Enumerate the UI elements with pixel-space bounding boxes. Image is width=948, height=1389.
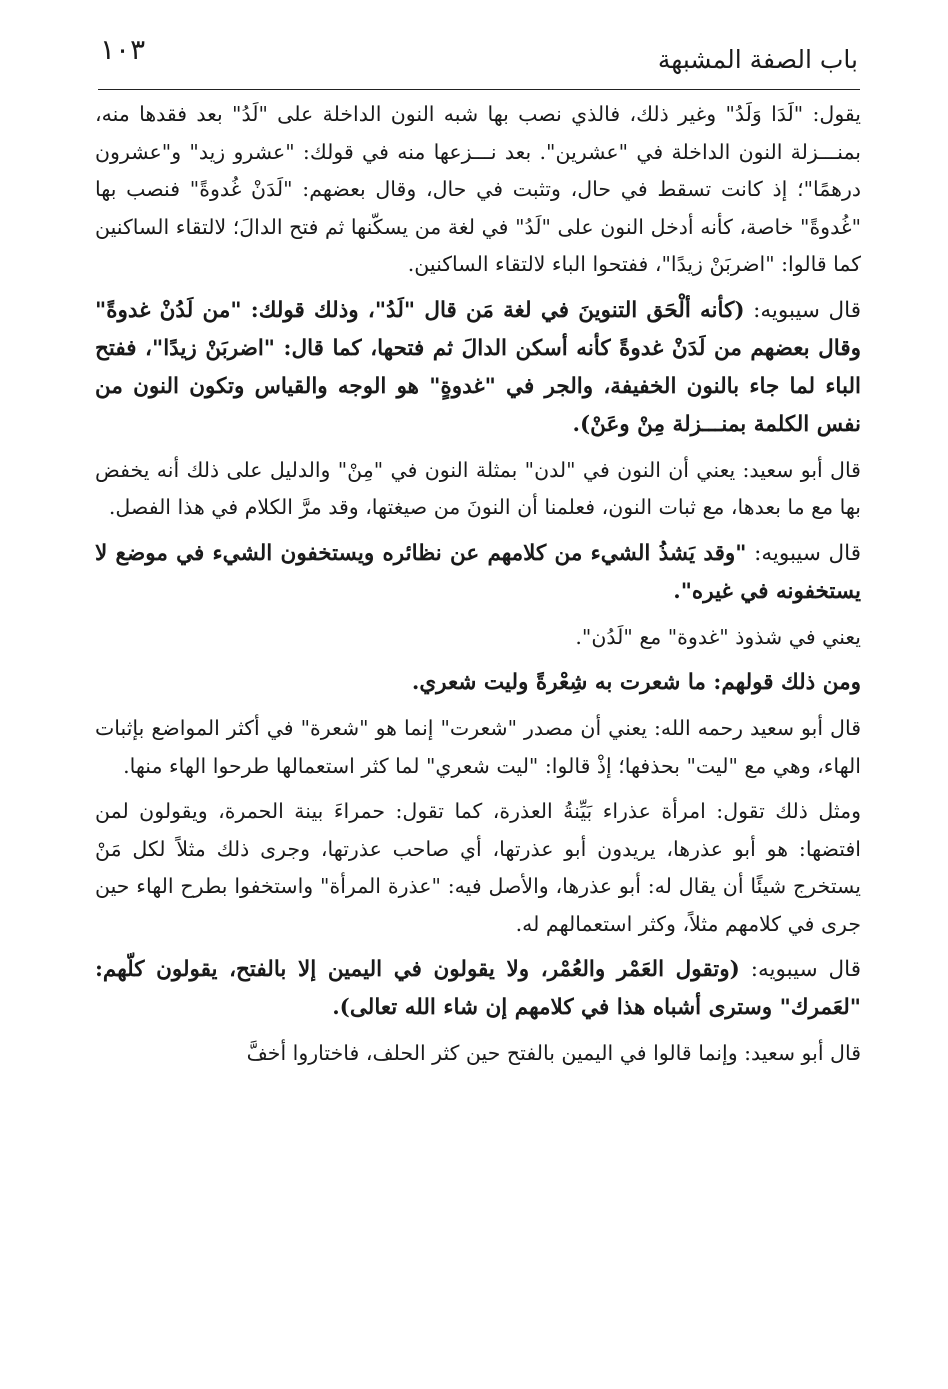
page-number: ١٠٣ (100, 33, 146, 66)
quote-text: (وتقول العَمْر والعُمْر، ولا يقولون في اليمين إلا بالفتح، يقولون كلّهم: "لعَمرك" وسترى أشباه هذا في كلامهم إن شاء الله تعالى). (95, 957, 861, 1020)
quote-text: "وقد يَشذُ الشيء من كلامهم عن نظائره ويستخفون الشيء في موضع لا يستخفونه في غيره". (95, 540, 861, 604)
paragraph-sibawayh-quote-2 (95, 535, 861, 611)
page-body (95, 96, 861, 1073)
quote-text: (كأنه ألْحَق التنوينَ في لغة مَن قال "لَدُ"، وذلك قولك: "من لَدُنْ غدوةً" وقال بعضهم من لَدَنْ غدوةً كأنه أسكن الدالَ ثم فتحها، كما قال: "اضربَنْ زيدًا"، ففتح الباء لما جاء بالنون الخفيفة، والجر في "غدوةٍ" هو الوجه والقياس وتكون النون من نفس الكلمة بمنـــزلة مِنْ وعَنْ). (95, 297, 861, 437)
paragraph-lead: قال سيبويه: (746, 540, 861, 566)
paragraph-lada-explanation: يقول: "لَدَا وَلَدُ" وغير ذلك، فالذي نصب بها شبه النون الداخلة على "لَدُ" بعد فقدها منه، بمنـــزلة النون الداخلة في "عشرين". بعد نـــزعها منه في قولك: "عشرو زيد" و"عشرون درهمًا"؛ إذ كانت تسقط في حال، وتثبت في حال، وقال بعضهم: "لَدَنْ غُدوةً" فنصب بها "غُدوةً" خاصة، كأنه أدخل النون على "لَدُ" في لغة من يسكّنها ثم فتح الدالَ؛ لالتقاء الساكنين كما قالوا: "اضربَنْ زيدًا"، ففتحوا الباء لالتقاء الساكنين. (95, 102, 861, 276)
paragraph-abu-said-1: قال أبو سعيد: يعني أن النون في "لدن" بمثلة النون في "مِنْ" والدليل على ذلك أنه يخفض بها مع ما بعدها، مع ثبات النون، فعلمنا أن النونَ من صيغتها، وقد مرَّ الكلام في هذا الفصل. (95, 457, 861, 519)
paragraph-lead: قال سيبويه: (744, 297, 861, 323)
paragraph-lead: قال سيبويه: (739, 957, 861, 982)
paragraph-abu-said-2: قال أبو سعيد رحمه الله: يعني أن مصدر "شعرت" إنما هو "شعرة" في أكثر المواضع بإثبات الهاء، وهي مع "ليت" بحذفها؛ إذْ قالوا: "ليت شعري" لما كثر استعمالها طرحوا الهاء منها. (95, 716, 861, 778)
paragraph-ghudwa-note: يعني في شذوذ "غدوة" مع "لَدُن". (575, 624, 861, 649)
header-divider (98, 89, 860, 90)
chapter-title: باب الصفة المشبهة (657, 45, 858, 74)
page-header (100, 28, 858, 80)
paragraph-abu-said-3: قال أبو سعيد: وإنما قالوا في اليمين بالفتح حين كثر الحلف، فاختاروا أخفَّ (246, 1041, 861, 1065)
paragraph-sibawayh-quote-3 (95, 951, 861, 1027)
paragraph-shiera-example: ومن ذلك قولهم: ما شعرت به شِعْرةً وليت شعري. (411, 670, 861, 695)
paragraph-sibawayh-quote-1 (95, 292, 861, 444)
paragraph-udhra-example: ومثل ذلك تقول: امرأة عذراء بَيِّنةُ العذرة، كما تقول: حمراءَ بينة الحمرة، ويقولون لمن افتضها: هو أبو عذرها، يريدون أبو عذرتها، أي صاحب عذرتها، وجرى ذلك مثلاً لكل مَنْ يستخرج شيئًا أن يقال له: أبو عذرها، والأصل فيه: "عذرة المرأة" واستخفوا بطرح الهاء حين جرى في كلامهم مثلاً، وكثر استعمالهم له. (95, 799, 861, 936)
